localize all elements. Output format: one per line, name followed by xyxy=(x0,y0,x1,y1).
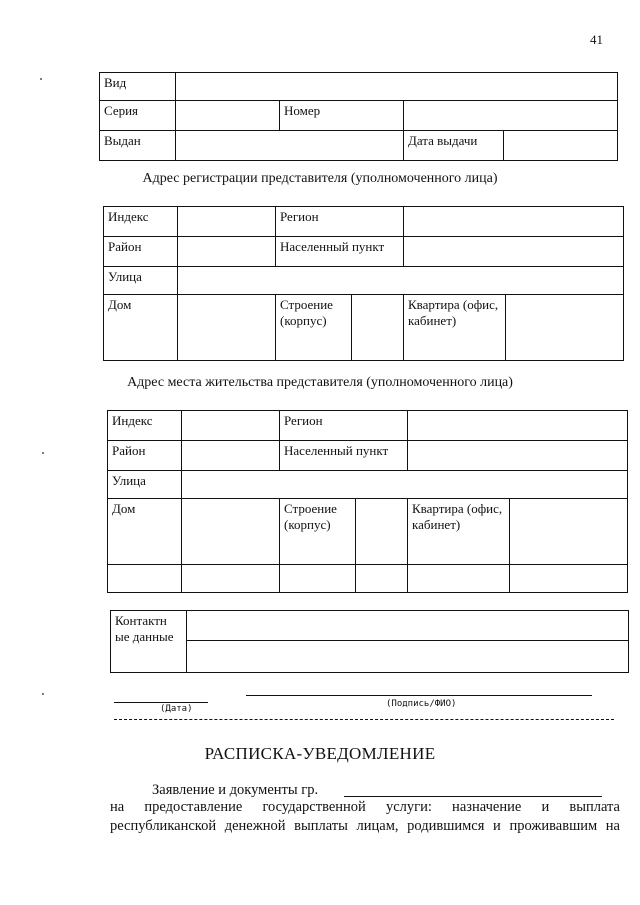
date-line[interactable] xyxy=(114,702,208,703)
date-caption: (Дата) xyxy=(160,704,193,714)
reg-region-field[interactable] xyxy=(404,207,624,237)
scan-speck xyxy=(40,78,42,80)
doc-issued-by-label: Выдан xyxy=(100,131,176,161)
res-apartment-label: Квартира (офис, кабинет) xyxy=(408,499,510,565)
residence-address-heading: Адрес места жительства представителя (уполномоченного лица) xyxy=(127,375,513,390)
doc-issue-date-field[interactable] xyxy=(504,131,618,161)
scan-speck xyxy=(42,693,44,695)
res-apartment-field[interactable] xyxy=(510,499,628,565)
res-street-field[interactable] xyxy=(182,471,628,499)
residence-address-table xyxy=(107,410,628,593)
res-locality-label: Населенный пункт xyxy=(280,441,408,471)
reg-building-field[interactable] xyxy=(352,295,404,361)
res-building-label: Строение (корпус) xyxy=(280,499,356,565)
scan-speck xyxy=(42,452,44,454)
reg-district-field[interactable] xyxy=(178,237,276,267)
reg-region-label: Регион xyxy=(276,207,404,237)
reg-locality-field[interactable] xyxy=(404,237,624,267)
contacts-field-1[interactable] xyxy=(187,611,629,641)
page-number: 41 xyxy=(590,32,603,47)
reg-apartment-field[interactable] xyxy=(506,295,624,361)
doc-issue-date-label: Дата выдачи xyxy=(404,131,504,161)
res-index-field[interactable] xyxy=(182,411,280,441)
doc-series-label: Серия xyxy=(100,101,176,131)
res-region-label: Регион xyxy=(280,411,408,441)
reg-house-label: Дом xyxy=(104,295,178,361)
cut-line xyxy=(114,719,614,720)
receipt-line-3: республиканской денежной выплаты лицам, родившимся и проживавшим на xyxy=(110,818,620,834)
reg-street-label: Улица xyxy=(104,267,178,295)
receipt-applicant-text: Заявление и документы гр. xyxy=(152,782,319,798)
res-extra-cell[interactable] xyxy=(280,565,356,593)
reg-street-field[interactable] xyxy=(178,267,624,295)
doc-number-field[interactable] xyxy=(404,101,618,131)
doc-issued-by-field[interactable] xyxy=(176,131,404,161)
res-district-field[interactable] xyxy=(182,441,280,471)
res-street-label: Улица xyxy=(108,471,182,499)
res-house-label: Дом xyxy=(108,499,182,565)
receipt-title: РАСПИСКА-УВЕДОМЛЕНИЕ xyxy=(204,744,436,763)
reg-index-field[interactable] xyxy=(178,207,276,237)
reg-district-label: Район xyxy=(104,237,178,267)
res-locality-field[interactable] xyxy=(408,441,628,471)
reg-building-label: Строение (корпус) xyxy=(276,295,352,361)
registration-address-heading: Адрес регистрации представителя (уполномоченного лица) xyxy=(142,171,498,186)
contacts-table xyxy=(110,610,629,673)
res-index-label: Индекс xyxy=(108,411,182,441)
reg-house-field[interactable] xyxy=(178,295,276,361)
reg-locality-label: Населенный пункт xyxy=(276,237,404,267)
signature-line[interactable] xyxy=(246,695,592,696)
res-extra-cell[interactable] xyxy=(510,565,628,593)
res-region-field[interactable] xyxy=(408,411,628,441)
res-district-label: Район xyxy=(108,441,182,471)
reg-index-label: Индекс xyxy=(104,207,178,237)
contacts-field-2[interactable] xyxy=(187,641,629,673)
res-extra-cell[interactable] xyxy=(408,565,510,593)
doc-type-field[interactable] xyxy=(176,73,618,101)
contacts-label: Контактн ые данные xyxy=(111,611,187,673)
document-table xyxy=(99,72,618,161)
doc-series-field[interactable] xyxy=(176,101,280,131)
registration-address-table xyxy=(103,206,624,361)
reg-apartment-label: Квартира (офис, кабинет) xyxy=(404,295,506,361)
doc-type-label: Вид xyxy=(100,73,176,101)
res-house-field[interactable] xyxy=(182,499,280,565)
res-extra-cell[interactable] xyxy=(108,565,182,593)
doc-number-label: Номер xyxy=(280,101,404,131)
signature-caption: (Подпись/ФИО) xyxy=(386,699,457,709)
res-building-field[interactable] xyxy=(356,499,408,565)
res-extra-cell[interactable] xyxy=(182,565,280,593)
receipt-line-2: на предоставление государственной услуги: назначение и выплата xyxy=(110,799,620,815)
res-extra-cell[interactable] xyxy=(356,565,408,593)
